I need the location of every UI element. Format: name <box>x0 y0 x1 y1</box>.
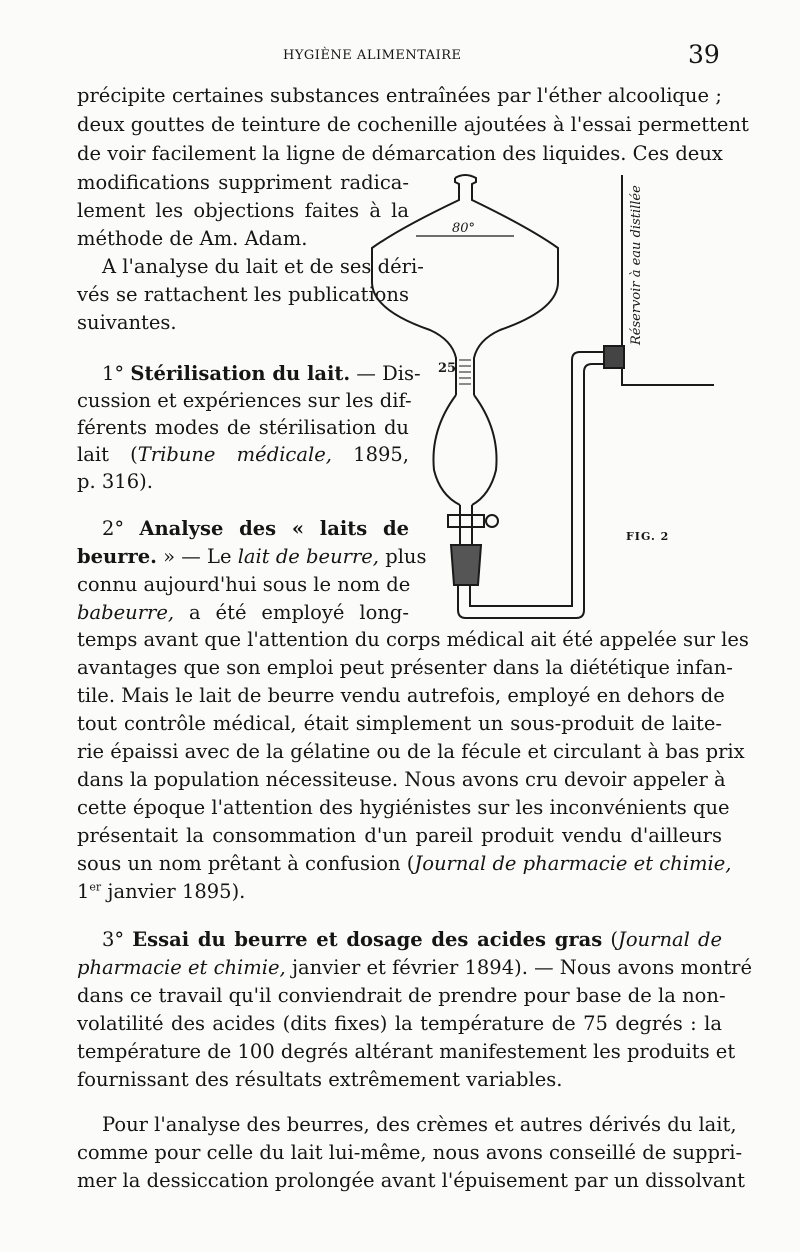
separatory-funnel <box>372 175 714 618</box>
text-line: A l'analyse du lait et de ses déri- <box>102 255 424 278</box>
text-span: — Dis- <box>350 362 421 385</box>
text-line: présentait la consommation d'un pareil produit vendu d'ailleurs <box>77 824 722 847</box>
text-span: 1895, <box>331 443 409 466</box>
journal-title: Tribune médicale, <box>137 443 332 466</box>
reservoir-label: Réservoir à eau distillée <box>629 185 644 345</box>
text-line: tout contrôle médical, était simplement un sous-produit de laite- <box>77 712 722 735</box>
text-line: dans ce travail qu'il conviendrait de prendre pour base de la non- <box>77 984 726 1007</box>
item-title: Analyse des « laits de <box>139 517 410 540</box>
text-line: précipite certaines substances entraînées par l'éther alcoolique ; <box>77 84 722 107</box>
text-line: Pour l'analyse des beurres, des crèmes et autres dérivés du lait, <box>102 1113 737 1136</box>
text-line: cussion et expériences sur les dif- <box>77 389 412 412</box>
text-line: férents modes de stérilisation du <box>77 416 409 439</box>
connecting-tube-inner <box>470 352 610 606</box>
cork <box>451 545 481 585</box>
stopcock-body <box>448 515 484 527</box>
lower-bulb-right <box>472 395 497 505</box>
text-span: sous un nom prêtant à confusion ( <box>77 852 415 875</box>
italic-term: lait de beurre, <box>237 545 380 568</box>
text-span: janvier 1895). <box>101 880 246 903</box>
text-span: janvier et février 1894). — Nous avons montré <box>285 956 753 979</box>
text-line: comme pour celle du lait lui-même, nous avons conseillé de suppri- <box>77 1141 743 1164</box>
text-line: dans la population nécessiteuse. Nous avons cru devoir appeler à <box>77 768 726 791</box>
text-line: connu aujourd'hui sous le nom de <box>77 573 411 596</box>
date-number: 1 <box>77 880 90 903</box>
text-line: méthode de Am. Adam. <box>77 227 308 250</box>
text-line: de voir facilement la ligne de démarcation des liquides. Ces deux <box>77 142 723 165</box>
text-line: modifications suppriment radica- <box>77 171 409 194</box>
text-line: température de 100 degrés altérant manifestement les produits et <box>77 1040 736 1063</box>
running-title: HYGIÈNE ALIMENTAIRE <box>283 48 462 63</box>
item-title-end: beurre. <box>77 545 157 568</box>
text-line: avantages que son emploi peut présenter dans la diététique infan- <box>77 656 733 679</box>
text-line: volatilité des acides (dits fixes) la température de 75 degrés : la <box>77 1012 722 1035</box>
item-title: Stérilisation du lait. <box>130 362 351 385</box>
graduations <box>459 360 471 384</box>
page-number: 39 <box>688 40 720 69</box>
italic-term: babeurre, <box>77 601 175 624</box>
date-superscript: er <box>89 880 102 894</box>
text-span: lait ( <box>77 443 138 466</box>
journal-title: pharmacie et chimie, <box>77 956 286 979</box>
item-number: 2° <box>102 517 140 540</box>
journal-title: Journal de <box>618 928 722 951</box>
lower-bulb-left <box>433 395 460 505</box>
mark-25-label: 25 <box>438 361 457 376</box>
connecting-tube <box>458 364 610 618</box>
mark-80-label: 80° <box>452 221 476 236</box>
text-line: tile. Mais le lait de beurre vendu autrefois, employé en dehors de <box>77 684 725 707</box>
text-span: plus <box>379 545 427 568</box>
text-line: cette époque l'attention des hygiénistes sur les inconvénients que <box>77 796 730 819</box>
item-number: 1° <box>102 362 131 385</box>
journal-title: Journal de pharmacie et chimie, <box>414 852 732 875</box>
text-line: lement les objections faites à la <box>77 199 409 222</box>
text-line: deux gouttes de teinture de cochenille ajoutées à l'essai permettent <box>77 113 749 136</box>
funnel-right-outline <box>455 175 558 395</box>
text-line: fournissant des résultats extrêmement variables. <box>77 1068 563 1091</box>
text-line: temps avant que l'attention du corps médical ait été appelée sur les <box>77 628 749 651</box>
text-line: p. 316). <box>77 470 153 493</box>
text-span: » — Le <box>156 545 238 568</box>
text-line: vés se rattachent les publications <box>77 283 409 306</box>
stopcock-stem <box>460 505 472 545</box>
text-span: a été employé long- <box>174 601 409 624</box>
text-line: rie épaissi avec de la gélatine ou de la fécule et circulant à bas prix <box>77 740 745 763</box>
reservoir-stopper <box>604 346 624 368</box>
text-line: mer la dessiccation prolongée avant l'épuisement par un dissolvant <box>77 1169 745 1192</box>
item-number: 3° <box>102 928 133 951</box>
stopcock-handle <box>486 515 498 527</box>
figure-label: FIG. 2 <box>626 530 670 543</box>
item-title: Essai du beurre et dosage des acides gras <box>132 928 603 951</box>
text-line: suivantes. <box>77 311 177 334</box>
text-span: ( <box>602 928 618 951</box>
